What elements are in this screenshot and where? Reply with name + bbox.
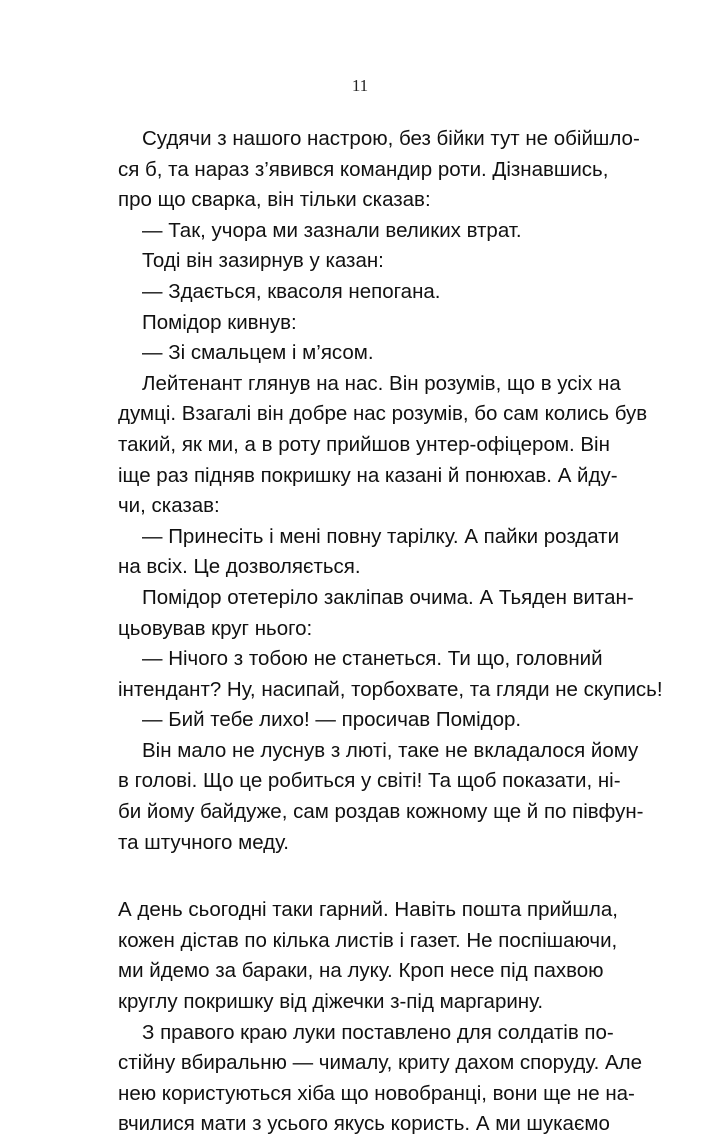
text-line: нею користуються хіба що новобранці, вони ще не на- (118, 1081, 635, 1105)
text-line: Помідор отетеріло закліпав очима. А Тьяден витан- (142, 585, 634, 609)
text-line: інтендант? Ну, насипай, торбохвате, та гляди не скупись! (118, 677, 663, 701)
text-line: — Бий тебе лихо! — просичав Помідор. (142, 708, 522, 732)
text-line: би йому байдуже, сам роздав кожному ще й по півфун- (118, 800, 644, 824)
text-line: на всіх. Це дозволяється. (118, 555, 361, 579)
text-line: кожен дістав по кілька листів і газет. Не поспішаючи, (118, 928, 618, 952)
text-line: та штучного меду. (118, 830, 289, 854)
text-line: — Принесіть і мені повну тарілку. А пайки роздати (142, 524, 620, 548)
section-break (118, 858, 570, 895)
text-line: Тоді він зазирнув у казан: (142, 249, 384, 273)
text-line: З правого краю луки поставлено для солдатів по- (142, 1020, 614, 1044)
body-text (118, 124, 663, 1140)
text-line: вчилися мати з усього якусь користь. А ми шукаємо (118, 1112, 610, 1136)
text-line: стійну вбиральню — чималу, криту дахом споруду. Але (118, 1051, 643, 1075)
text-line: ми йдемо за бараки, на луку. Кроп несе під пахвою (118, 959, 604, 983)
text-line: — Так, учора ми зазнали великих втрат. (142, 218, 522, 242)
text-line: Лейтенант глянув на нас. Він розумів, що в усіх на (142, 371, 621, 395)
text-line: — Здається, квасоля непогана. (142, 279, 441, 303)
text-line: ся б, та нараз з’явився командир роти. Дізнавшись, (118, 157, 609, 181)
text-line: в голові. Що це робиться у світі! Та щоб показати, ні- (118, 769, 621, 793)
text-line: Він мало не луснув з люті, таке не вкладалося йому (142, 738, 639, 762)
text-line: Судячи з нашого настрою, без бійки тут не обійшло- (142, 127, 640, 150)
text-line: А день сьогодні таки гарний. Навіть пошта прийшла, (118, 898, 618, 922)
text-line: круглу покришку від діжечки з-під маргарину. (118, 990, 544, 1014)
text-line: такий, як ми, а в роту прийшов унтер-офіцером. Він (118, 432, 610, 456)
page-number: 11 (351, 76, 369, 95)
text-line: — Нічого з тобою не станеться. Ти що, головний (142, 647, 603, 671)
text-line: іще раз підняв покришку на казані й понюхав. А йду- (118, 463, 618, 487)
text-line: про що сварка, він тільки сказав: (118, 188, 431, 212)
text-line: чи, сказав: (118, 494, 220, 518)
text-line: Помідор кивнув: (142, 310, 297, 334)
text-line: цьовував круг нього: (118, 616, 313, 640)
text-line: думці. Взагалі він добре нас розумів, бо сам колись був (118, 402, 648, 426)
text-line: — Зі смальцем і м’ясом. (142, 341, 374, 365)
